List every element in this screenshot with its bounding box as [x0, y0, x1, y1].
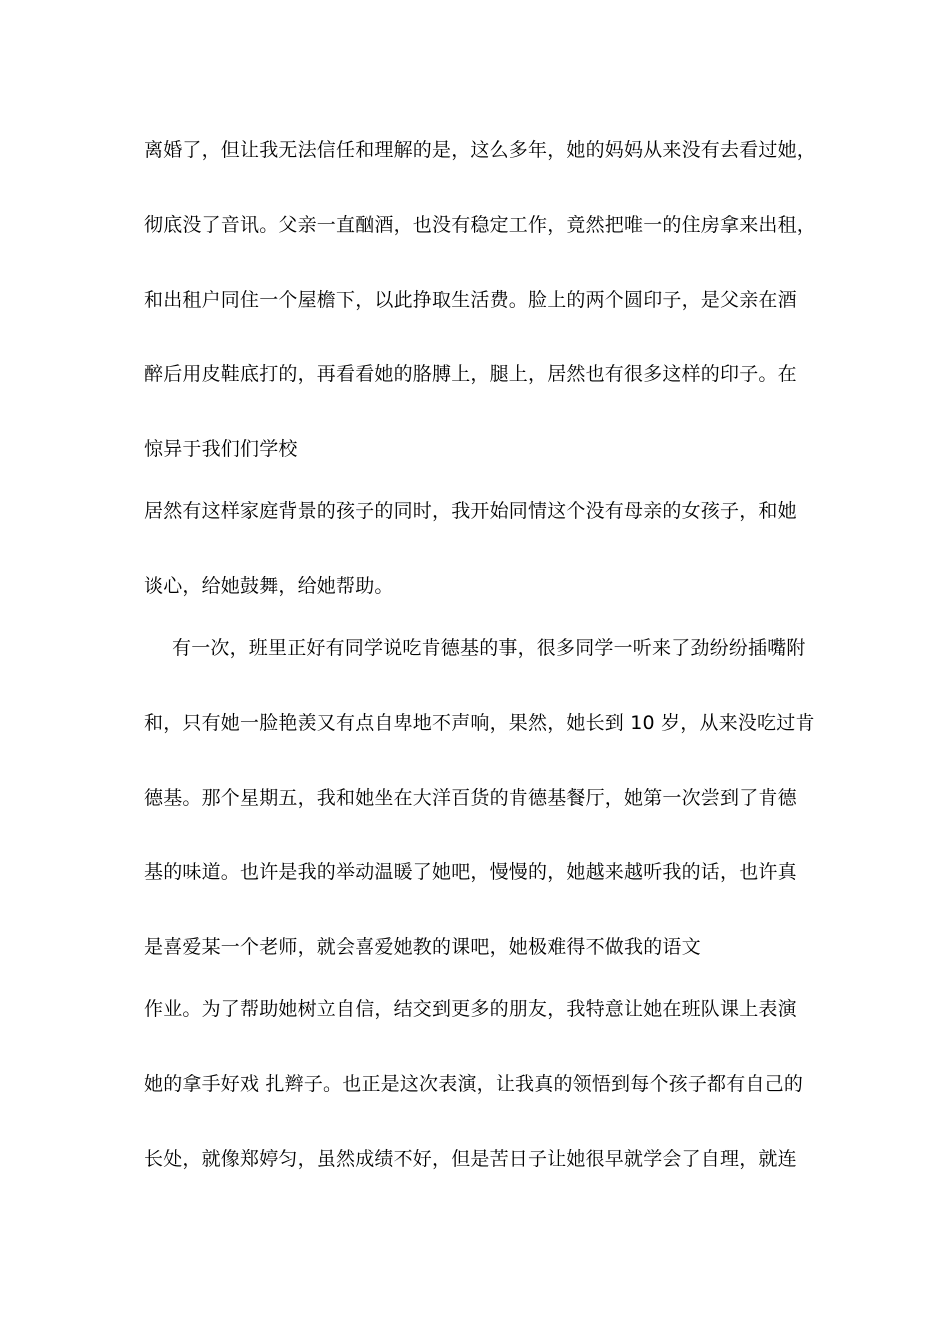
text-line: 谈心，给她鼓舞，给她帮助。 [144, 575, 394, 597]
text-line: 她的拿手好戏 扎辫子。也正是这次表演，让我真的领悟到每个孩子都有自己的 [144, 1073, 804, 1095]
text-line: 离婚了，但让我无法信任和理解的是，这么多年，她的妈妈从来没有去看过她， [144, 139, 817, 161]
text-line: 彻底没了音讯。父亲一直酗酒，也没有稳定工作，竟然把唯一的住房拿来出租， [144, 214, 817, 236]
text-line: 是喜爱某一个老师，就会喜爱她教的课吧，她极难得不做我的语文 [144, 936, 701, 958]
text-line: 醉后用皮鞋底打的，再看看她的胳膊上，腿上，居然也有很多这样的印子。在 [144, 363, 797, 385]
text-line: 作业。为了帮助她树立自信，结交到更多的朋友，我特意让她在班队课上表演 [144, 998, 797, 1020]
text-line: 和出租户同住一个屋檐下，以此挣取生活费。脸上的两个圆印子，是父亲在酒 [144, 289, 797, 311]
text-line: 长处，就像郑婷匀，虽然成绩不好，但是苦日子让她很早就学会了自理，就连 [144, 1148, 797, 1170]
text-line: 惊异于我们们学校 [144, 438, 298, 460]
text-line: 和，只有她一脸艳羡又有点自卑地不声响，果然，她长到 10 岁，从来没吃过肯 [144, 712, 815, 734]
paragraph-first-line: 有一次，班里正好有同学说吃肯德基的事，很多同学一听来了劲纷纷插嘴附 [172, 637, 806, 659]
text-line: 居然有这样家庭背景的孩子的同时，我开始同情这个没有母亲的女孩子，和她 [144, 500, 797, 522]
text-line: 基的味道。也许是我的举动温暖了她吧，慢慢的，她越来越听我的话，也许真 [144, 861, 797, 883]
text-line: 德基。那个星期五，我和她坐在大洋百货的肯德基餐厅，她第一次尝到了肯德 [144, 787, 797, 809]
